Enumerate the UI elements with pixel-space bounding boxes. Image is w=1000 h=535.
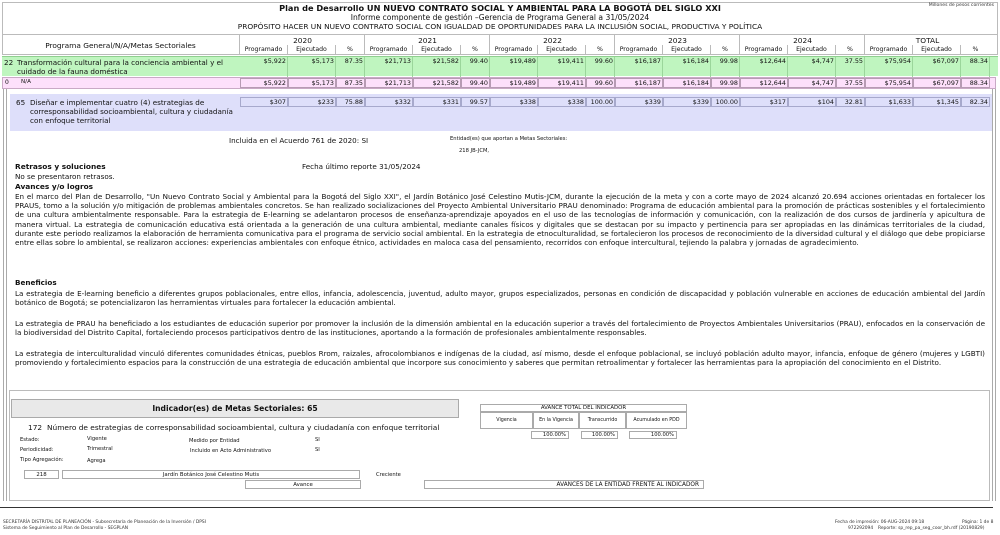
table-cell: $21,582 xyxy=(413,57,461,77)
table-cell: 87.35 xyxy=(336,57,365,77)
table-cell: $16,184 xyxy=(663,57,711,77)
entity-name: Jardín Botánico José Celestino Mutis xyxy=(62,470,360,479)
table-cell: $4,747 xyxy=(788,57,836,77)
retrasos-text: No se presentaron retrasos. xyxy=(15,172,115,181)
row-label: Diseñar e implementar cuatro (4) estrategias de corresponsabilidad socioambiental, cultura y ciudadanía con enfoque territorial xyxy=(30,98,233,126)
table-cell: 37.55 xyxy=(836,78,865,88)
avances-title: Avances y/o logros xyxy=(15,182,94,191)
year-header: 2024 xyxy=(793,36,812,45)
table-cell: $331 xyxy=(413,97,461,107)
footer-report: Reporte: sp_rep_pa_seg_coor_bh.rdf (20190829) xyxy=(878,526,985,531)
table-cell: $16,184 xyxy=(663,78,711,88)
entidades-value: 218 JB-JCM, xyxy=(459,148,490,154)
indicator-name: Número de estrategias de corresponsabilidad socioambiental, cultura y ciudadanía con enfoque territorial xyxy=(47,423,440,432)
beneficios-title: Beneficios xyxy=(15,278,57,287)
table-cell: $338 xyxy=(538,97,586,107)
footer-code: 972292094 xyxy=(848,526,874,531)
table-cell: $21,582 xyxy=(413,78,461,88)
table-cell: 99.40 xyxy=(461,57,490,77)
table-cell: $339 xyxy=(663,97,711,107)
table-cell: $21,713 xyxy=(365,57,413,77)
table-cell: 99.40 xyxy=(461,78,490,88)
table-cell: $332 xyxy=(365,97,413,107)
subcolumn-header: % xyxy=(586,45,615,55)
table-cell: $16,187 xyxy=(615,78,663,88)
table-cell: $317 xyxy=(740,97,788,107)
periodicidad-value: Trimestral xyxy=(87,446,113,452)
row-label: N/A xyxy=(21,79,31,85)
entidades-label: Entidad(es) que aportan a Metas Sectoriales: xyxy=(450,136,568,142)
footer-entity: SECRETARÍA DISTRITAL DE PLANEACIÓN - Subsecretaría de Planeación de la Inversión / DPSI xyxy=(3,520,206,525)
table-cell: 88.34 xyxy=(961,57,990,77)
table-cell: 99.60 xyxy=(586,57,615,77)
entity-code: 218 xyxy=(24,470,59,479)
estado-value: Vigente xyxy=(87,436,107,442)
beneficios-paragraph: La estrategia de PRAU ha beneficiado a los estudiantes de educación superior por promover la inclusión de la dimensión ambiental en la educación superior a través del fortalecimiento de Proyectos Ambientales Universitarios (PRAU), enfocados en la conservación de la biodiversidad del Distrito Capital, fortaleciendo procesos participativos dentro de las instituciones, aportando a la formación de profesionales ambientalmente responsables. xyxy=(15,319,985,338)
table-cell: $75,954 xyxy=(865,78,913,88)
acuerdo-info: Incluida en el Acuerdo 761 de 2020: SI xyxy=(229,136,369,145)
beneficios-paragraph: La estrategia de E-learning beneficio a diferentes grupos poblacionales, entre ellos, infancia, adolescencia, juventud, adulto mayor, grupos especializados, personas en condición de discapacidad y población vulnerable en acciones de educación ambiental del Jardín botánico de Bogotá; se potencializaron las herramientas virtuales para fortalecer la educación ambiental. xyxy=(15,289,985,308)
table-cell: $104 xyxy=(788,97,836,107)
report-title: Plan de Desarrollo UN NUEVO CONTRATO SOCIAL Y AMBIENTAL PARA LA BOGOTÁ DEL SIGLO XXI xyxy=(279,3,721,13)
subcolumn-header: Ejecutado xyxy=(663,45,711,55)
indicator-title: Indicador(es) de Metas Sectoriales: 65 xyxy=(11,399,459,418)
table-cell: $21,713 xyxy=(365,78,413,88)
col-transcurrido: Transcurrido xyxy=(579,412,626,429)
subcolumn-header: % xyxy=(336,45,365,55)
subcolumn-header: % xyxy=(972,46,979,53)
value-en-la-vigencia: 100.00% xyxy=(531,431,569,439)
subcolumn-header: % xyxy=(461,45,490,55)
row-code: 65 xyxy=(16,98,26,107)
col-acumulado-pdd: Acumulado en PDD xyxy=(626,412,687,429)
value-acumulado-pdd: 100.00% xyxy=(629,431,677,439)
table-cell: $5,173 xyxy=(288,78,336,88)
table-cell: $338 xyxy=(490,97,538,107)
subcolumn-header: % xyxy=(836,45,865,55)
table-cell: 99.60 xyxy=(586,78,615,88)
subcolumn-header: % xyxy=(711,45,740,55)
year-header: 2022 xyxy=(543,36,562,45)
table-cell: 88.34 xyxy=(961,78,990,88)
frame-left xyxy=(3,89,7,501)
year-header: 2023 xyxy=(668,36,687,45)
table-cell: 37.55 xyxy=(836,57,865,77)
table-cell: 99.57 xyxy=(461,97,490,107)
subcolumn-header: Ejecutado xyxy=(913,45,961,55)
table-cell: 82.34 xyxy=(961,97,990,107)
table-cell: $16,187 xyxy=(615,57,663,77)
tendencia-label: Creciente xyxy=(376,472,401,478)
footer-page: Página: 1 de 8 xyxy=(962,520,994,525)
subcolumn-header: Ejecutado xyxy=(413,45,461,55)
avances-text: En el marco del Plan de Desarrollo, "Un Nuevo Contrato Social y Ambiental para la Bogotá del Siglo XXI", el Jardín Botánico José Celestino Mutis-JCM, durante la ejecución de la meta y con a corte mayo de 2024 alcanzó 20.694 acciones orientadas en fortalecer los PRAUS, tomo a la solución y/o mitigación de problemas ambientales concretos. Se han realizado socializaciones del Proyecto Ambiental Universitario PRAU denominado: Programa de educación ambiental para la promoción de prácticas sostenibles y el fortalecimiento de una cultura ambientalmente responsable. Para la estrategia de E-learning se adelantaron procesos de enseñanza-aprendizaje apoyados en el uso de las tecnologías de información y comunicación, con la realización de dos cursos de jardinería y apicultura de manera virtual. La estrategia de comunicación educativa está orientada a la generación de una cultura ambiental, mediante canales físicos y digitales que se destacan por su impacto y pertinencia para ser apropiadas en las dinámicas territoriales de la ciudad, durante este periodo realizamos la elaboración de herramienta comunicativa para el programa de servicio social ambiental. En la estrategia de etnoculturalidad, se fortalecieron los procesos de reconocimiento de la diversidad cultural y el diálogo que debe propiciarse entre ellas sobre lo ambiental, se realizaron acciones: experiencias ambientales con enfoque étnico, actividades en maloca casa del pensamiento, recorridos con enfoque intercultural, tejiendo la palabra y jornadas de agradecimiento. xyxy=(15,192,985,248)
subcolumn-header: Programado xyxy=(615,45,663,55)
footer-divider xyxy=(0,507,993,508)
table-cell: $67,097 xyxy=(913,78,961,88)
table-cell: 100.00 xyxy=(586,97,615,107)
table-cell: $12,644 xyxy=(740,57,788,77)
table-cell: $5,922 xyxy=(240,78,288,88)
periodicidad-label: Periodicidad: xyxy=(20,447,54,453)
subcolumn-header: Programado xyxy=(490,45,538,55)
year-header: 2020 xyxy=(293,36,312,45)
column-header-program: Programa General/N/A/Metas Sectoriales xyxy=(2,35,240,55)
year-header: 2021 xyxy=(418,36,437,45)
table-cell: $1,633 xyxy=(865,97,913,107)
avance-label: Avance xyxy=(245,480,361,489)
col-vigencia: Vigencia xyxy=(480,412,533,429)
medido-label: Medido por Entidad xyxy=(189,438,240,444)
table-cell: $5,173 xyxy=(288,57,336,77)
avance-total-title: AVANCE TOTAL DEL INDICADOR xyxy=(480,404,687,412)
estado-label: Estado: xyxy=(20,437,40,443)
report-purpose: PROPÓSITO HACER UN NUEVO CONTRATO SOCIAL CON IGUALDAD DE OPORTUNIDADES PARA LA INCLUSIÓN SOCIAL, PRODUCTIVA Y POLÍTICA xyxy=(237,22,763,31)
subcolumn-header: Ejecutado xyxy=(788,45,836,55)
table-cell: $4,747 xyxy=(788,78,836,88)
table-cell: $12,644 xyxy=(740,78,788,88)
table-cell: 87.35 xyxy=(336,78,365,88)
table-cell: 32.81 xyxy=(836,97,865,107)
subcolumn-header: Programado xyxy=(865,45,913,55)
beneficios-paragraph: La estrategia de interculturalidad vinculó diferentes comunidades étnicas, pueblos Rrom, raizales, afrocolombianos e indígenas de la ciudad, así mismo, desde el enfoque poblacional, se incluyó población adulto mayor, infancia, enfoque de género (mujeres y LGBTI) promoviendo y fortalecimiento espacios para la construcción de una estrategia de educación ambiental que incorpore sus conocimiento y saberes que permitan retroalimentar y fortalecer las herramientas para la apropiación del conocimiento en el Distrito. xyxy=(15,349,985,368)
subcolumn-header: Programado xyxy=(740,45,788,55)
subcolumn-header: Programado xyxy=(365,45,413,55)
table-cell: 100.00 xyxy=(711,97,740,107)
indicator-code: 172 xyxy=(28,423,43,432)
value-transcurrido: 100.00% xyxy=(581,431,618,439)
table-cell: $67,097 xyxy=(913,57,961,77)
frame-right xyxy=(992,89,996,501)
table-cell: $233 xyxy=(288,97,336,107)
fecha-ultimo-reporte: Fecha último reporte 31/05/2024 xyxy=(302,162,421,171)
row-label: Transformación cultural para la conciencia ambiental y el cuidado de la fauna doméstica xyxy=(17,58,224,76)
table-cell: $339 xyxy=(615,97,663,107)
row-code: 0 xyxy=(5,79,9,86)
medido-value: SI xyxy=(315,437,320,443)
table-cell: $75,954 xyxy=(865,57,913,77)
year-header: TOTAL xyxy=(915,36,940,45)
tipo-label: Tipo Agregación: xyxy=(20,457,64,463)
table-cell: $19,489 xyxy=(490,57,538,77)
table-cell: $19,489 xyxy=(490,78,538,88)
units-label: Millones de pesos corrientes xyxy=(928,3,994,8)
subcolumn-header: Programado xyxy=(240,45,288,55)
footer-system: Sistema de Seguimiento al Plan de Desarrollo - SEGPLAN xyxy=(3,526,129,531)
subcolumn-header: Ejecutado xyxy=(288,45,336,55)
col-en-la-vigencia: En la Vigencia xyxy=(533,412,579,429)
table-cell: $5,922 xyxy=(240,57,288,77)
table-cell: $1,345 xyxy=(913,97,961,107)
incluido-label: Incluido en Acto Administrativo xyxy=(190,448,271,454)
table-cell: 75.88 xyxy=(336,97,365,107)
retrasos-title: Retrasos y soluciones xyxy=(15,162,106,171)
subcolumn-header: Ejecutado xyxy=(538,45,586,55)
table-cell: $19,411 xyxy=(538,78,586,88)
tipo-value: Agrega xyxy=(87,458,106,464)
table-cell: 99.98 xyxy=(711,57,740,77)
table-cell: $19,411 xyxy=(538,57,586,77)
footer-print-date: Fecha de impresión: 06-AUG-2024 09:18 xyxy=(835,520,925,525)
avances-entidad-header: AVANCES DE LA ENTIDAD FRENTE AL INDICADOR xyxy=(424,480,704,489)
row-code: 22 xyxy=(4,58,14,67)
table-cell: $307 xyxy=(240,97,288,107)
incluido-value: SI xyxy=(315,447,320,453)
report-subtitle: Informe componente de gestión –Gerencia de Programa General a 31/05/2024 xyxy=(350,13,650,22)
table-cell: 99.98 xyxy=(711,78,740,88)
